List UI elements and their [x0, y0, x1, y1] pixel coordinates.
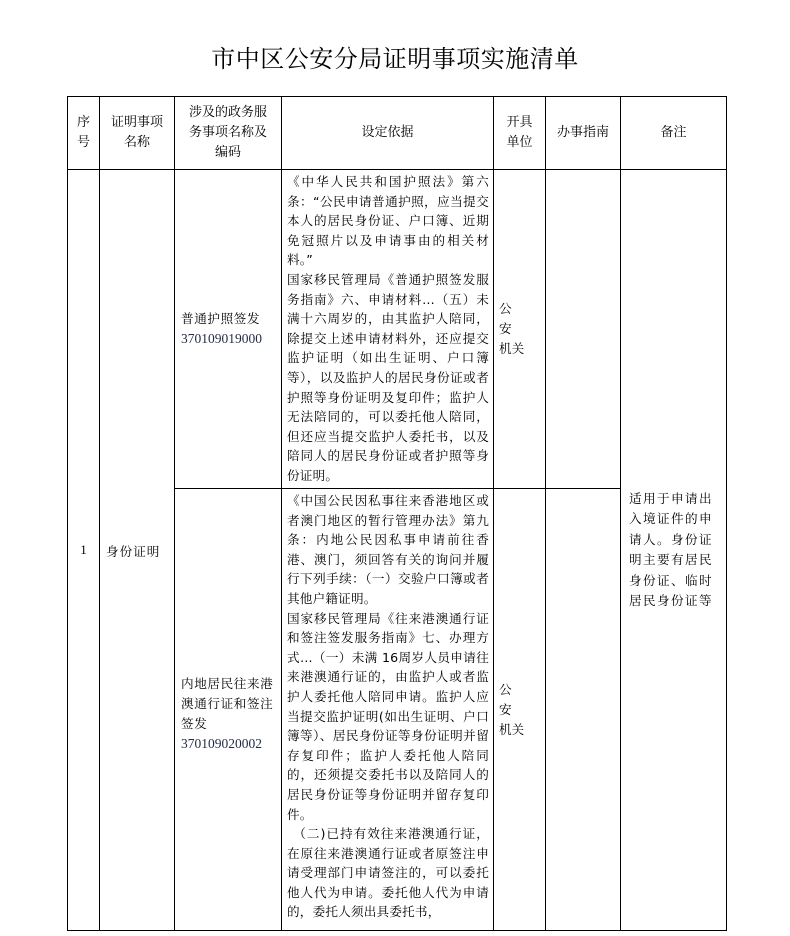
- issuer-cell: [494, 170, 546, 489]
- header-index-line: 号: [76, 135, 90, 150]
- header-remarks-line: 备注: [660, 125, 687, 140]
- remarks-cell: 适用于申请出入境证件的申请人。身份证明主要有居民身份证、临时居民身份证等: [621, 170, 727, 931]
- basis-paragraph: （二)已持有效往来港澳通行证，在原往来港澳通行证或者原签注申请受理部门申请签注的，可以委托他人代为申请。委托他人代为申请的，委托人须出具委托书，: [287, 826, 489, 920]
- basis-cell: [282, 170, 494, 489]
- header-basis-line: 设定依据: [361, 125, 414, 140]
- page-title: 市中区公安分局证明事项实施清单: [211, 45, 579, 73]
- issuer-line: 公安: [499, 681, 523, 717]
- issuer-line: 公安: [499, 301, 523, 336]
- guide-cell: [546, 170, 621, 489]
- header-service-item-label: 涉及的政务服务事项名称及编码: [188, 105, 267, 160]
- basis-cell: [282, 489, 494, 931]
- header-service-item: [175, 97, 282, 170]
- header-guide-line: 办事指南: [556, 125, 609, 140]
- header-issuer-label: 开具单位: [506, 115, 533, 150]
- header-certificate-name-label: 证明事项名称: [110, 115, 163, 150]
- table-header-row: [68, 97, 727, 170]
- service-code: 370109019000: [181, 331, 262, 346]
- issuer-line: 机关: [499, 341, 525, 356]
- basis-paragraph: 国家移民管理局《普通护照签发服务指南》六、申请材料…（五）未满十六周岁的，由其监护人陪同，除提交上述申请材料外，还应提交监护证明（如出生证明、户口簿等），以及监护人的居民身份证或者护照等身份证明及复印件；监护人无法陪同的，可以委托他人陪同，但还应当提交监护人委托书，以及陪同人的居民身份证或者护照等身份证明。: [287, 271, 489, 483]
- certificate-list-table: [67, 96, 727, 931]
- header-guide: [546, 97, 621, 170]
- header-certificate-name: [100, 97, 175, 170]
- header-issuer: [494, 97, 546, 170]
- basis-paragraph: 《中国公民因私事往来香港地区或者澳门地区的暂行管理办法》第九条：内地公民因私事申请前往香港、澳门，须回答有关的询问并履行下列手续：（一）交验户口簿或者其他户籍证明。: [287, 493, 489, 606]
- header-index-line: 序: [76, 115, 90, 130]
- service-name: 内地居民往来港澳通行证和签注签发: [181, 676, 274, 731]
- header-basis: [282, 97, 494, 170]
- issuer-line: 机关: [499, 721, 525, 737]
- guide-cell: [546, 489, 621, 931]
- service-item-cell: [175, 170, 282, 489]
- header-remarks: [621, 97, 727, 170]
- basis-paragraph: 《中华人民共和国护照法》第六条：“公民申请普通护照，应当提交本人的居民身份证、户口簿、近期免冠照片以及申请事由的相关材料。”: [287, 174, 489, 268]
- service-name: 普通护照签发: [181, 311, 261, 326]
- basis-paragraph: 国家移民管理局《往来港澳通行证和签注签发服务指南》七、办理方式…（一）未满 16周岁人员申请往来港澳通行证的，由监护人或者监护人委托他人陪同申请。监护人应当提交监护证明(如出生证明、户口簿等）、居民身份证等身份证明并留存复印件；监护人委托他人陪同的，还须提交委托书以及陪同人的居民身份证等身份证明并留存复印件。: [287, 610, 489, 822]
- service-item-cell: [175, 489, 282, 931]
- certificate-name: 身份证明: [100, 170, 175, 931]
- issuer-cell: [494, 489, 546, 931]
- row-index: 1: [68, 170, 100, 931]
- table-row: [68, 170, 727, 489]
- service-code: 370109020002: [181, 736, 262, 751]
- header-index: [68, 97, 100, 170]
